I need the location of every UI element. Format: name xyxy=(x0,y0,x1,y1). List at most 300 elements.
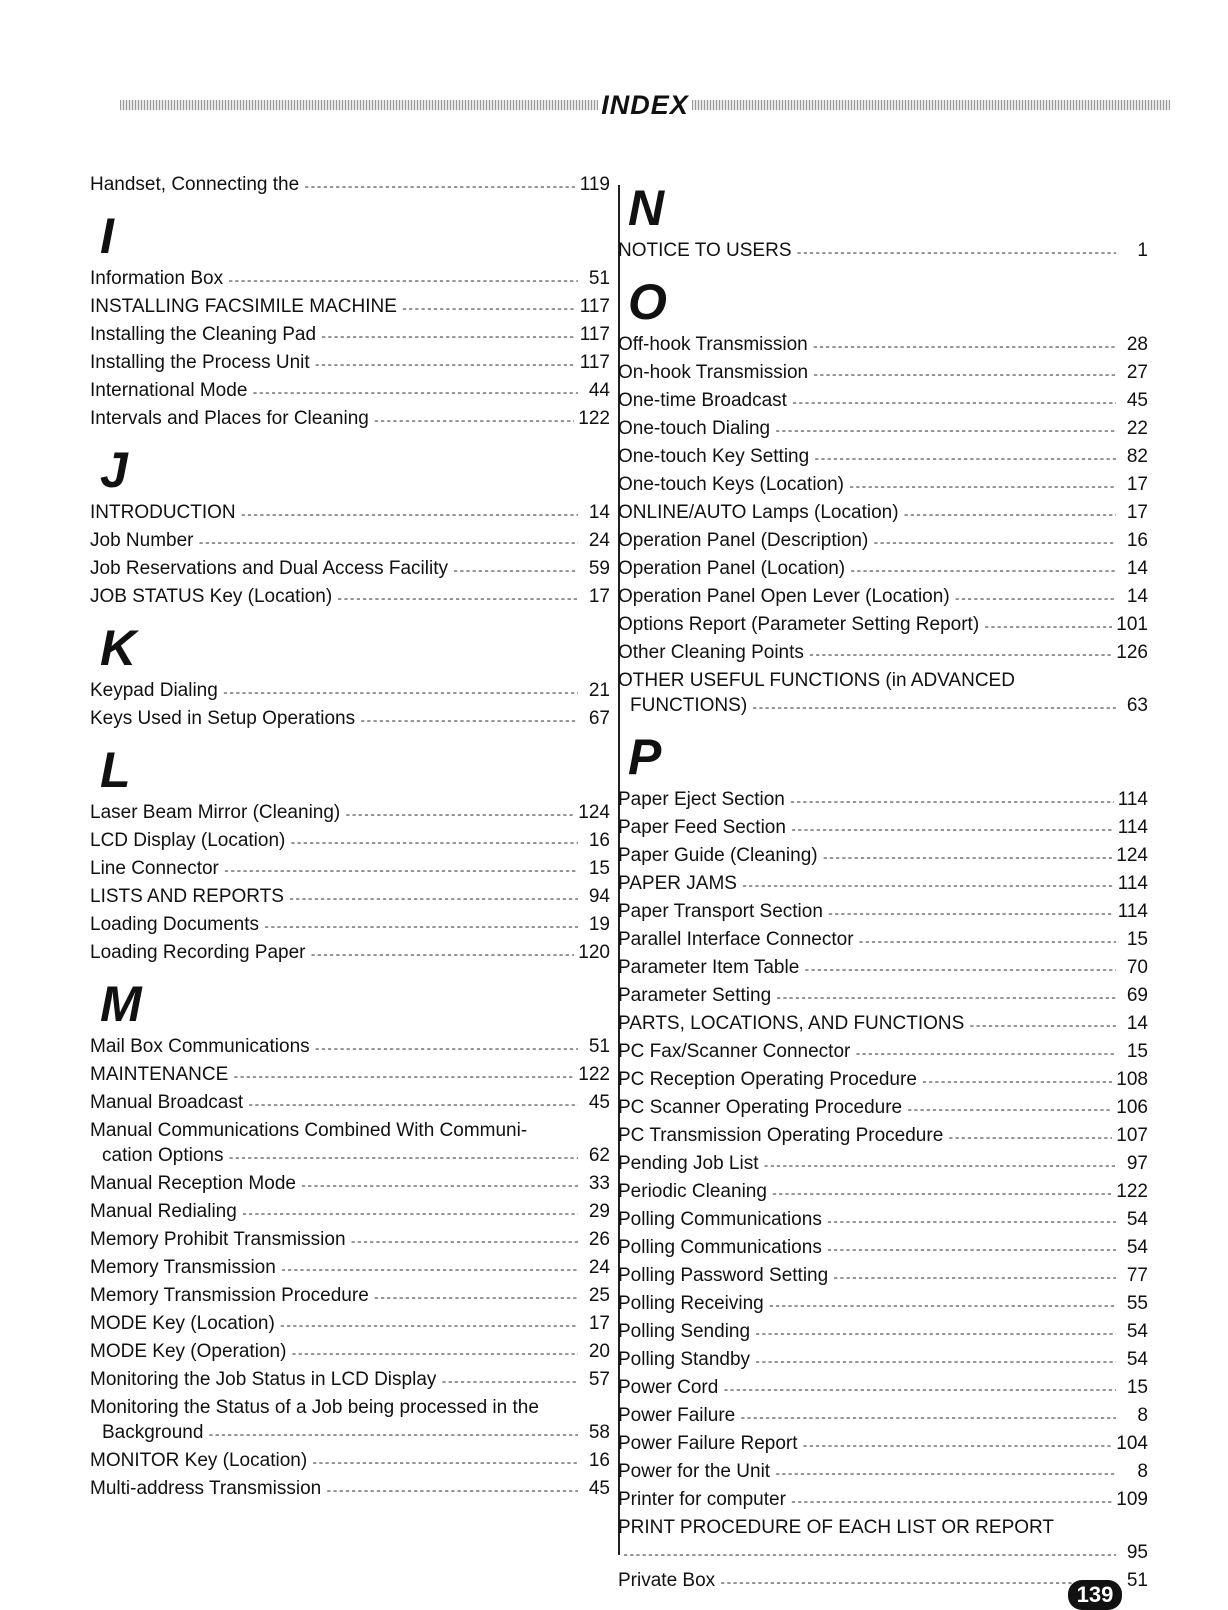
index-entry xyxy=(618,1179,1148,1207)
entry-text: Laser Beam Mirror (Cleaning) xyxy=(90,802,341,823)
entry-text: Loading Documents xyxy=(90,914,259,935)
entry-page: 122 xyxy=(578,1064,610,1085)
entry-page: 97 xyxy=(1126,1153,1148,1174)
dot-leader xyxy=(344,803,574,828)
dot-leader xyxy=(289,831,578,856)
dot-leader xyxy=(290,1342,578,1367)
dot-leader xyxy=(947,1126,1112,1151)
dot-leader xyxy=(808,643,1112,668)
entry-page: 15 xyxy=(1126,1377,1148,1398)
dot-leader xyxy=(903,503,1116,528)
entry-page: 16 xyxy=(588,830,610,851)
entry-page: 19 xyxy=(588,914,610,935)
index-entry xyxy=(618,1375,1148,1403)
entry-page: 16 xyxy=(588,1450,610,1471)
entry-text: INTRODUCTION xyxy=(90,502,236,523)
index-entry xyxy=(618,1263,1148,1291)
entry-text: Operation Panel (Location) xyxy=(618,558,846,579)
index-entry xyxy=(618,640,1148,668)
entry-page: 27 xyxy=(1126,362,1148,383)
entry-page: 22 xyxy=(1126,418,1148,439)
entry-page: 114 xyxy=(1117,817,1148,838)
entry-page: 117 xyxy=(579,296,610,317)
entry-text: PC Reception Operating Procedure xyxy=(618,1069,917,1090)
entry-text: OTHER USEFUL FUNCTIONS (in ADVANCED xyxy=(618,670,1015,691)
entry-page: 8 xyxy=(1137,1461,1148,1482)
index-column-left xyxy=(90,172,610,1508)
dot-leader xyxy=(796,241,1117,266)
entry-text: MODE Key (Operation) xyxy=(90,1341,287,1362)
entry-text: NOTICE TO USERS xyxy=(618,240,792,261)
entry-text: Loading Recording Paper xyxy=(90,942,306,963)
index-entry xyxy=(90,1255,610,1283)
entry-text: Other Cleaning Points xyxy=(618,642,804,663)
index-section xyxy=(90,974,610,1504)
entry-page: 51 xyxy=(588,1036,610,1057)
dot-leader xyxy=(722,1378,1116,1403)
entry-text: One-touch Dialing xyxy=(618,418,771,439)
index-entry xyxy=(90,856,610,884)
index-entry xyxy=(618,899,1148,927)
entry-text: LISTS AND REPORTS xyxy=(90,886,284,907)
entry-page: 1 xyxy=(1137,240,1148,261)
dot-leader xyxy=(241,1202,578,1227)
entry-text: Operation Panel Open Lever (Location) xyxy=(618,586,950,607)
index-entry xyxy=(90,940,610,968)
entry-page: 55 xyxy=(1126,1293,1148,1314)
index-entry xyxy=(90,294,610,322)
index-entry xyxy=(618,1347,1148,1375)
entry-page: 70 xyxy=(1126,957,1148,978)
entry-page: 14 xyxy=(1126,1013,1148,1034)
entry-page: 44 xyxy=(588,380,610,401)
entry-page: 51 xyxy=(1126,1570,1148,1591)
header-band-right xyxy=(692,100,1170,110)
entry-text: Paper Guide (Cleaning) xyxy=(618,845,818,866)
index-entry xyxy=(90,378,610,406)
dot-leader xyxy=(303,175,576,200)
dot-leader xyxy=(739,1406,1116,1431)
entry-page: 62 xyxy=(588,1145,610,1166)
dot-leader xyxy=(751,696,1116,721)
entry-text: Paper Transport Section xyxy=(618,901,823,922)
entry-page: 15 xyxy=(588,858,610,879)
entry-text: Installing the Cleaning Pad xyxy=(90,324,317,345)
index-entry xyxy=(618,472,1148,500)
dot-leader xyxy=(754,1350,1116,1375)
index-entry xyxy=(618,1095,1148,1123)
index-section xyxy=(90,206,610,434)
index-entry xyxy=(90,584,610,612)
dot-leader xyxy=(921,1070,1112,1095)
index-entry xyxy=(90,556,610,584)
index-entry xyxy=(90,678,610,706)
index-entry xyxy=(90,1448,610,1476)
entry-page: 117 xyxy=(579,352,610,373)
entry-page: 29 xyxy=(588,1201,610,1222)
entry-page: 122 xyxy=(578,408,610,429)
entry-page: 20 xyxy=(588,1341,610,1362)
index-entry xyxy=(618,693,1148,721)
entry-page: 51 xyxy=(588,268,610,289)
dot-leader xyxy=(954,587,1116,612)
index-section xyxy=(618,727,1148,1596)
entry-page: 16 xyxy=(1126,530,1148,551)
entry-page: 101 xyxy=(1116,614,1148,635)
dot-leader xyxy=(240,503,578,528)
entry-page: 26 xyxy=(588,1229,610,1250)
index-entry xyxy=(618,668,1148,693)
section-letter: K xyxy=(100,620,137,676)
entry-page: 119 xyxy=(579,174,610,195)
entry-text: Polling Receiving xyxy=(618,1293,764,1314)
entry-text: Monitoring the Status of a Job being processed in the xyxy=(90,1397,539,1418)
index-entry xyxy=(618,1151,1148,1179)
entry-page: 106 xyxy=(1116,1097,1148,1118)
index-entry xyxy=(618,1319,1148,1347)
entry-page: 95 xyxy=(1126,1542,1148,1563)
entry-page: 114 xyxy=(1117,873,1148,894)
entry-page: 15 xyxy=(1126,929,1148,950)
dot-leader xyxy=(311,1451,578,1476)
dot-leader xyxy=(789,790,1114,815)
index-entry xyxy=(618,612,1148,640)
entry-text: One-time Broadcast xyxy=(618,390,787,411)
dot-leader xyxy=(774,419,1116,444)
index-entry xyxy=(90,1171,610,1199)
entry-text: Job Reservations and Dual Access Facility xyxy=(90,558,448,579)
dot-leader xyxy=(813,447,1116,472)
entry-page: 108 xyxy=(1116,1069,1148,1090)
entry-text: International Mode xyxy=(90,380,248,401)
entry-page: 54 xyxy=(1126,1321,1148,1342)
entry-page: 17 xyxy=(588,586,610,607)
index-entry xyxy=(90,1367,610,1395)
index-entry xyxy=(618,843,1148,871)
dot-leader xyxy=(832,1266,1116,1291)
index-entry xyxy=(90,172,610,200)
index-entry xyxy=(90,1283,610,1311)
dot-leader xyxy=(222,681,578,706)
dot-leader xyxy=(263,915,578,940)
entry-page: 45 xyxy=(1126,390,1148,411)
dot-leader xyxy=(827,902,1114,927)
entry-page: 21 xyxy=(588,680,610,701)
entry-page: 28 xyxy=(1126,334,1148,355)
index-entry xyxy=(90,1199,610,1227)
entry-page: 17 xyxy=(588,1313,610,1334)
index-entry xyxy=(618,500,1148,528)
index-column-right xyxy=(618,172,1148,1600)
entry-page: 14 xyxy=(1126,558,1148,579)
entry-text: JOB STATUS Key (Location) xyxy=(90,586,333,607)
index-entry xyxy=(618,1235,1148,1263)
index-entry xyxy=(618,1011,1148,1039)
entry-text: Parameter Setting xyxy=(618,985,772,1006)
index-entry xyxy=(90,912,610,940)
entry-page: 122 xyxy=(1116,1181,1148,1202)
dot-leader xyxy=(359,709,578,734)
index-entry xyxy=(90,1118,610,1143)
entry-text: Job Number xyxy=(90,530,194,551)
entry-text: FUNCTIONS) xyxy=(630,695,748,716)
entry-page: 124 xyxy=(1116,845,1148,866)
entry-text: Paper Eject Section xyxy=(618,789,785,810)
entry-text: Polling Standby xyxy=(618,1349,751,1370)
dot-leader xyxy=(790,818,1114,843)
entry-text: Intervals and Places for Cleaning xyxy=(90,408,369,429)
entry-page: 59 xyxy=(588,558,610,579)
dot-leader xyxy=(826,1210,1116,1235)
entry-text: Printer for computer xyxy=(618,1489,786,1510)
dot-leader xyxy=(314,353,576,378)
entry-text: MONITOR Key (Location) xyxy=(90,1450,308,1471)
dot-leader xyxy=(812,363,1116,388)
entry-page: 82 xyxy=(1126,446,1148,467)
dot-leader xyxy=(401,297,576,322)
entry-page: 17 xyxy=(1126,474,1148,495)
entry-page: 15 xyxy=(1126,1041,1148,1062)
dot-leader xyxy=(314,1037,578,1062)
entry-text: MAINTENANCE xyxy=(90,1064,229,1085)
entry-page: 120 xyxy=(578,942,610,963)
dot-leader xyxy=(232,1065,574,1090)
dot-leader xyxy=(812,335,1116,360)
entry-text: Options Report (Parameter Setting Report) xyxy=(618,614,980,635)
entry-page: 57 xyxy=(588,1369,610,1390)
entry-page: 114 xyxy=(1117,789,1148,810)
entry-text: Polling Communications xyxy=(618,1209,822,1230)
entry-text: Power Failure Report xyxy=(618,1433,798,1454)
entry-page: 14 xyxy=(1126,586,1148,607)
entry-text: Memory Transmission xyxy=(90,1257,276,1278)
index-section xyxy=(90,618,610,734)
section-letter: I xyxy=(100,208,114,264)
entry-text: Memory Transmission Procedure xyxy=(90,1285,369,1306)
dot-leader xyxy=(227,269,578,294)
index-entry xyxy=(618,1291,1148,1319)
index-entry xyxy=(90,1034,610,1062)
entry-text: Manual Broadcast xyxy=(90,1092,244,1113)
entry-page: 109 xyxy=(1116,1489,1148,1510)
entry-text: cation Options xyxy=(102,1145,224,1166)
entry-page: 63 xyxy=(1126,695,1148,716)
index-entry xyxy=(618,444,1148,472)
entry-page: 58 xyxy=(588,1422,610,1443)
dot-leader xyxy=(771,1182,1112,1207)
entry-text: Off-hook Transmission xyxy=(618,334,808,355)
entry-page: 24 xyxy=(588,1257,610,1278)
entry-text: Power Cord xyxy=(618,1377,719,1398)
dot-leader xyxy=(280,1258,578,1283)
index-section xyxy=(90,440,610,612)
entry-text: Power Failure xyxy=(618,1405,736,1426)
dot-leader xyxy=(849,559,1116,584)
index-section xyxy=(90,740,610,968)
dot-leader xyxy=(775,986,1116,1011)
index-entry xyxy=(90,1062,610,1090)
section-letter: M xyxy=(100,976,142,1032)
entry-text: Parameter Item Table xyxy=(618,957,800,978)
index-entry xyxy=(90,1227,610,1255)
entry-text: Polling Password Setting xyxy=(618,1265,829,1286)
dot-leader xyxy=(247,1093,578,1118)
dot-leader xyxy=(768,1294,1116,1319)
index-entry xyxy=(618,416,1148,444)
entry-text: Multi-address Transmission xyxy=(90,1478,322,1499)
entry-page: 17 xyxy=(1126,502,1148,523)
entry-page: 69 xyxy=(1126,985,1148,1006)
section-letter: N xyxy=(628,180,665,236)
dot-leader xyxy=(350,1230,578,1255)
dot-leader xyxy=(968,1014,1116,1039)
index-entry xyxy=(90,500,610,528)
dot-leader xyxy=(452,559,578,584)
index-entry xyxy=(90,406,610,434)
dot-leader xyxy=(198,531,579,556)
dot-leader xyxy=(440,1370,578,1395)
index-section xyxy=(90,172,610,200)
dot-leader xyxy=(227,1146,578,1171)
index-entry xyxy=(618,1540,1148,1568)
dot-leader xyxy=(822,846,1113,871)
entry-text: Parallel Interface Connector xyxy=(618,929,854,950)
entry-text: PAPER JAMS xyxy=(618,873,737,894)
dot-leader xyxy=(763,1154,1117,1179)
dot-leader xyxy=(854,1042,1116,1067)
dot-leader xyxy=(288,887,578,912)
dot-leader xyxy=(622,1543,1116,1568)
dot-leader xyxy=(803,958,1116,983)
entry-text: Installing the Process Unit xyxy=(90,352,310,373)
entry-text: PC Scanner Operating Procedure xyxy=(618,1097,903,1118)
entry-text: On-hook Transmission xyxy=(618,362,809,383)
dot-leader xyxy=(802,1434,1113,1459)
index-entry xyxy=(90,322,610,350)
entry-text: Memory Prohibit Transmission xyxy=(90,1229,346,1250)
dot-leader xyxy=(983,615,1112,640)
index-section xyxy=(618,178,1148,266)
section-letter: J xyxy=(100,442,128,498)
dot-leader xyxy=(373,1286,578,1311)
entry-text: MODE Key (Location) xyxy=(90,1313,275,1334)
header-band-left xyxy=(120,100,598,110)
index-entry xyxy=(90,1143,610,1171)
entry-page: 77 xyxy=(1126,1265,1148,1286)
index-entry xyxy=(618,584,1148,612)
entry-page: 8 xyxy=(1137,1405,1148,1426)
entry-text: Manual Redialing xyxy=(90,1201,237,1222)
dot-leader xyxy=(858,930,1116,955)
entry-page: 14 xyxy=(588,502,610,523)
index-entry xyxy=(618,871,1148,899)
entry-page: 124 xyxy=(578,802,610,823)
dot-leader xyxy=(774,1462,1116,1487)
index-entry xyxy=(618,1431,1148,1459)
entry-page: 33 xyxy=(588,1173,610,1194)
page-number-badge: 139 xyxy=(1068,1580,1122,1610)
index-entry xyxy=(90,884,610,912)
entry-text: Pending Job List xyxy=(618,1153,759,1174)
index-entry xyxy=(618,955,1148,983)
index-entry xyxy=(618,1403,1148,1431)
dot-leader xyxy=(320,325,576,350)
index-entry xyxy=(90,1420,610,1448)
entry-text: Background xyxy=(102,1422,204,1443)
entry-text: PARTS, LOCATIONS, AND FUNCTIONS xyxy=(618,1013,965,1034)
index-entry xyxy=(618,927,1148,955)
entry-text: ONLINE/AUTO Lamps (Location) xyxy=(618,502,899,523)
dot-leader xyxy=(325,1479,578,1504)
dot-leader xyxy=(336,587,578,612)
index-entry xyxy=(618,1459,1148,1487)
entry-text: Handset, Connecting the xyxy=(90,174,300,195)
dot-leader xyxy=(300,1174,578,1199)
dot-leader xyxy=(207,1423,578,1448)
entry-page: 45 xyxy=(588,1478,610,1499)
entry-page: 67 xyxy=(588,708,610,729)
dot-leader xyxy=(872,531,1116,556)
index-entry xyxy=(618,238,1148,266)
index-entry xyxy=(618,1039,1148,1067)
index-entry xyxy=(90,528,610,556)
dot-leader xyxy=(223,859,578,884)
entry-page: 25 xyxy=(588,1285,610,1306)
entry-text: Line Connector xyxy=(90,858,219,879)
entry-text: PC Transmission Operating Procedure xyxy=(618,1125,944,1146)
entry-text: Polling Sending xyxy=(618,1321,751,1342)
dot-leader xyxy=(251,381,578,406)
index-entry xyxy=(618,556,1148,584)
entry-page: 104 xyxy=(1116,1433,1148,1454)
index-entry xyxy=(90,1090,610,1118)
entry-page: 54 xyxy=(1126,1237,1148,1258)
dot-leader xyxy=(741,874,1114,899)
index-section xyxy=(618,272,1148,721)
index-entry xyxy=(90,1395,610,1420)
index-entry xyxy=(618,787,1148,815)
index-entry xyxy=(618,1207,1148,1235)
index-entry xyxy=(618,528,1148,556)
entry-text: One-touch Key Setting xyxy=(618,446,810,467)
entry-text: Manual Reception Mode xyxy=(90,1173,296,1194)
index-entry xyxy=(618,360,1148,388)
index-entry xyxy=(90,1311,610,1339)
index-entry xyxy=(90,800,610,828)
index-entry xyxy=(618,332,1148,360)
index-entry xyxy=(90,706,610,734)
entry-text: Polling Communications xyxy=(618,1237,822,1258)
entry-text: Keypad Dialing xyxy=(90,680,218,701)
index-entry xyxy=(618,388,1148,416)
index-entry xyxy=(90,828,610,856)
entry-page: 54 xyxy=(1126,1349,1148,1370)
entry-text: PRINT PROCEDURE OF EACH LIST OR REPORT xyxy=(618,1517,1055,1538)
entry-text: Operation Panel (Description) xyxy=(618,530,869,551)
entry-page: 24 xyxy=(588,530,610,551)
index-entry xyxy=(618,1123,1148,1151)
entry-text: Keys Used in Setup Operations xyxy=(90,708,356,729)
index-entry xyxy=(618,1487,1148,1515)
entry-text: Manual Communications Combined With Communi- xyxy=(90,1120,528,1141)
dot-leader xyxy=(373,409,574,434)
dot-leader xyxy=(848,475,1116,500)
index-entry xyxy=(90,350,610,378)
index-header xyxy=(120,90,1170,122)
dot-leader xyxy=(279,1314,578,1339)
dot-leader xyxy=(790,1490,1112,1515)
section-letter: P xyxy=(628,729,662,785)
